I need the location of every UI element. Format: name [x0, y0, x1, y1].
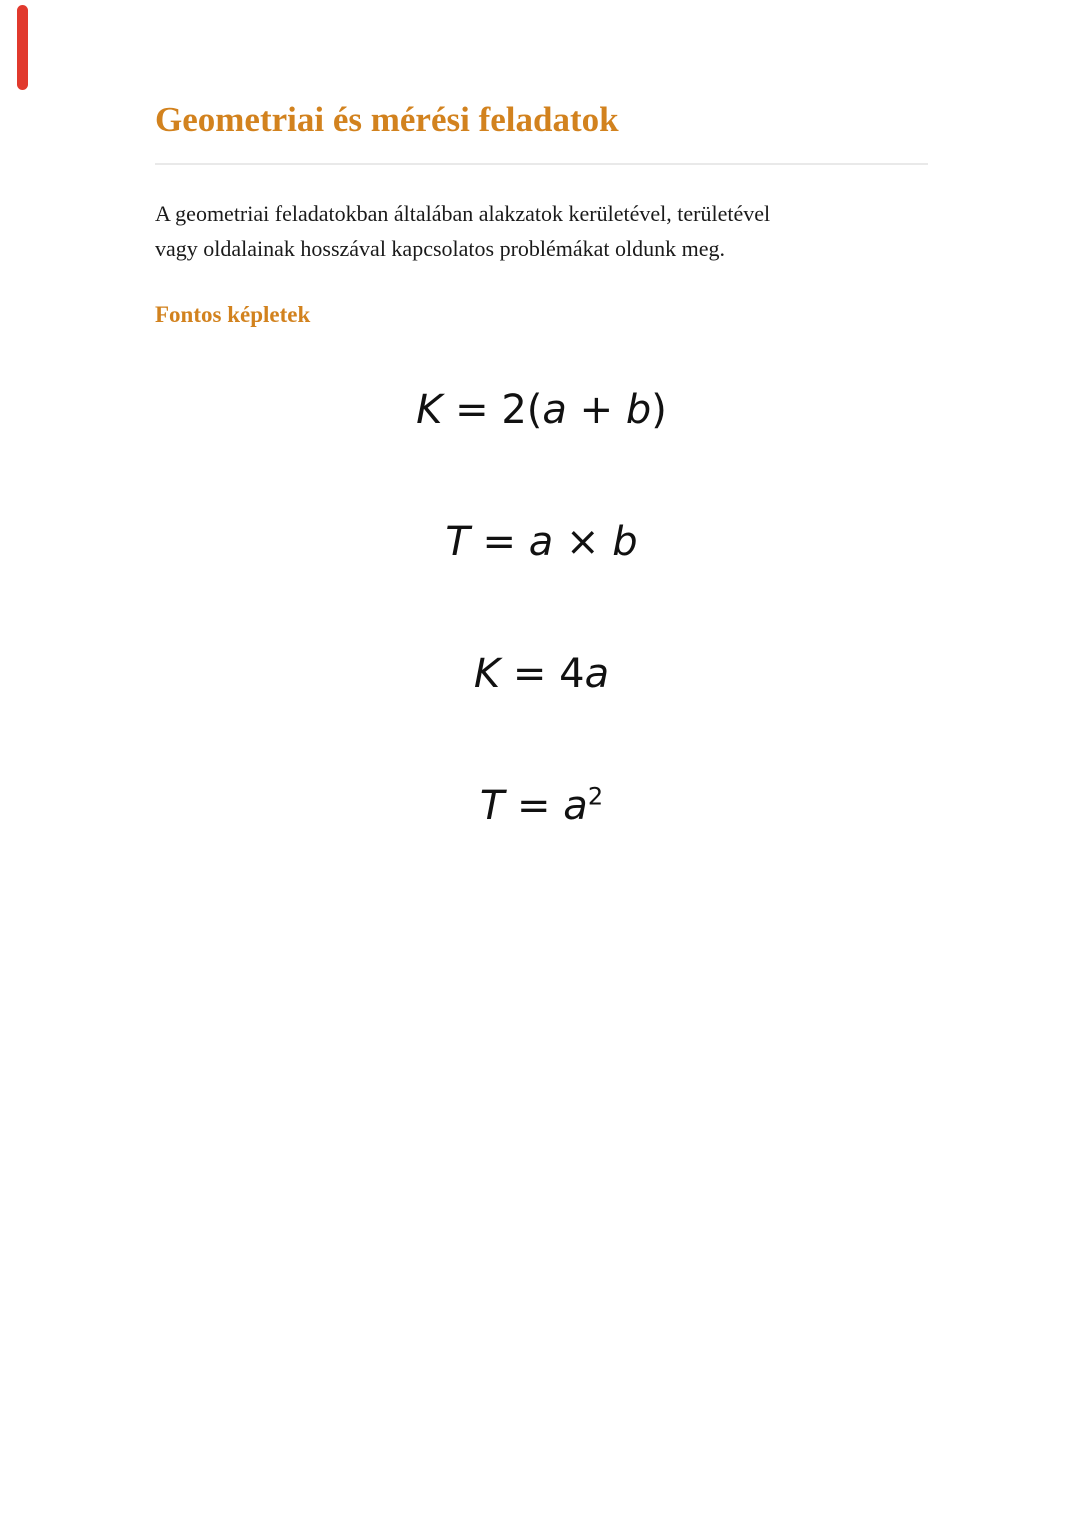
formula-operator: = 4 — [500, 651, 585, 697]
formula-variable: K — [416, 387, 443, 433]
formula-rectangle-perimeter — [155, 386, 928, 434]
formula-variable: a — [528, 519, 554, 565]
formula-operator: ) — [651, 387, 667, 433]
formula-operator: × — [553, 519, 613, 565]
formula-variable: a — [542, 387, 567, 433]
title-divider — [155, 163, 928, 165]
formula-variable: T — [445, 519, 470, 565]
intro-paragraph-line-1: A geometriai feladatokban általában alakzatok kerületével, területével — [155, 201, 771, 226]
formula-square-perimeter — [155, 650, 928, 698]
formula-square-area — [155, 782, 928, 830]
formula-variable: K — [473, 651, 501, 697]
intro-paragraph — [155, 196, 928, 266]
intro-paragraph-line-2: vagy oldalainak hosszával kapcsolatos problémákat oldunk meg. — [155, 236, 726, 261]
page-title: Geometriai és mérési feladatok — [155, 100, 619, 139]
section-subheading: Fontos képletek — [155, 302, 311, 327]
formula-operator: = — [504, 783, 564, 829]
formula-variable: b — [625, 387, 652, 433]
formula-operator: = 2( — [442, 387, 543, 433]
formula-exponent: 2 — [587, 782, 604, 811]
formula-variable: a — [563, 783, 588, 829]
formula-variable: a — [584, 651, 610, 697]
formula-list — [155, 386, 928, 830]
formula-variable: T — [479, 783, 505, 829]
formula-variable: b — [612, 519, 638, 565]
formula-operator: + — [566, 387, 626, 433]
formula-operator: = — [469, 519, 529, 565]
red-accent-bar — [17, 5, 28, 90]
article-content — [155, 0, 928, 914]
formula-rectangle-area — [155, 518, 928, 566]
